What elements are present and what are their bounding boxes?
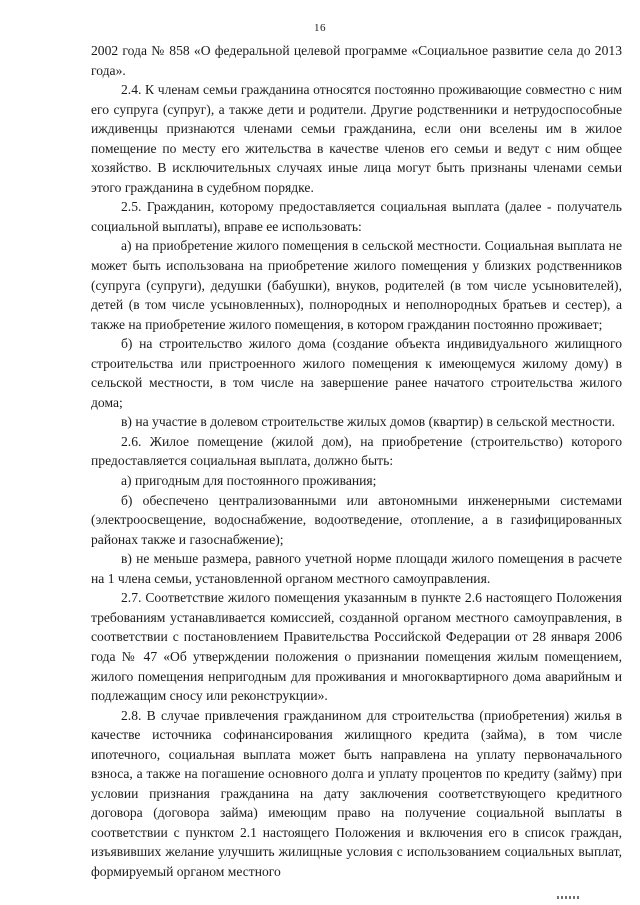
paragraph-2-6: 2.6. Жилое помещение (жилой дом), на приобретение (строительство) которого предоставляется социальная выплата, должно быть:	[91, 433, 622, 469]
paragraph-2-8: 2.8. В случае привлечения гражданином для строительства (приобретения) жилья в качестве источника софинансирования жилищного кредита (займа), в том числе ипотечного, социальная выплата может быть направлена на уплату первоначального взноса, а также на погашение основного долга и уплату процентов по кредиту (займу) при условии признания гражданина на дату заключения соответствующего кредитного договора (договора займа) имеющим право на получение социальной выплаты в соответствии с пунктом 2.1 настоящего Положения и включения его в список граждан, изъявивших желание улучшить жилищные условия с использованием социальных выплат, формируемый органом местного	[91, 707, 622, 879]
document-body	[91, 41, 622, 882]
paragraph-2-4: 2.4. К членам семьи гражданина относятся постоянно проживающие совместно с ним его супруга (супруг), а также дети и родители. Другие родственники и нетрудоспособные иждивенцы признаются членами семьи гражданина, если они вселены им в жилое помещение по месту его жительства в качестве членов его семьи и ведут с ним общее хозяйство. В исключительных случаях иные лица могут быть признаны членами семьи этого гражданина в судебном порядке.	[91, 82, 622, 195]
paragraph-2-5-v: в) на участие в долевом строительстве жилых домов (квартир) в сельской местности.	[121, 414, 616, 430]
paragraph-2-5: 2.5. Гражданин, которому предоставляется социальная выплата (далее - получатель социальной выплаты), вправе ее использовать:	[91, 199, 622, 234]
scan-artifact	[557, 896, 579, 899]
paragraph-2-6-b: б) обеспечено централизованными или автономными инженерными системами (электроосвещение, водоснабжение, водоотведение, отопление, а в газифицированных районах также и газоснабжение);	[91, 492, 622, 547]
paragraph-continuation: 2002 года № 858 «О федеральной целевой программе «Социальное развитие села до 2013 года».	[91, 43, 622, 78]
paragraph-2-7: 2.7. Соответствие жилого помещения указанным в пункте 2.6 настоящего Положения требованиям устанавливается комиссией, созданной органом местного самоуправления, в соответствии с постановлением Правительства Российской Федерации от 28 января 2006 года № 47 «Об утверждении положения о признании помещения жилым помещением, жилого помещения непригодным для проживания и многоквартирного дома аварийным и подлежащим сносу или реконструкции».	[91, 590, 622, 704]
page-number: 16	[314, 22, 326, 34]
paragraph-2-5-a: а) на приобретение жилого помещения в сельской местности. Социальная выплата не может быть использована на приобретение жилого помещения у близких родственников (супруга (супруги), дедушки (бабушки), внуков, родителей (в том числе усыновителей), детей (в том числе усыновленных), полнородных и неполнородных братьев и сестер), а также на приобретение жилого помещения, в котором гражданин постоянно проживает;	[91, 238, 622, 332]
paragraph-2-6-v: в) не меньше размера, равного учетной норме площади жилого помещения в расчете на 1 члена семьи, установленной органом местного самоуправления.	[91, 551, 622, 586]
paragraph-2-5-b: б) на строительство жилого дома (создание объекта индивидуального жилищного строительства или пристроенного жилого помещения к имеющемуся жилому дому) в сельской местности, в том числе на завершение ранее начатого строительства жилого дома;	[91, 336, 622, 410]
paragraph-2-6-a: а) пригодным для постоянного проживания;	[121, 473, 377, 489]
